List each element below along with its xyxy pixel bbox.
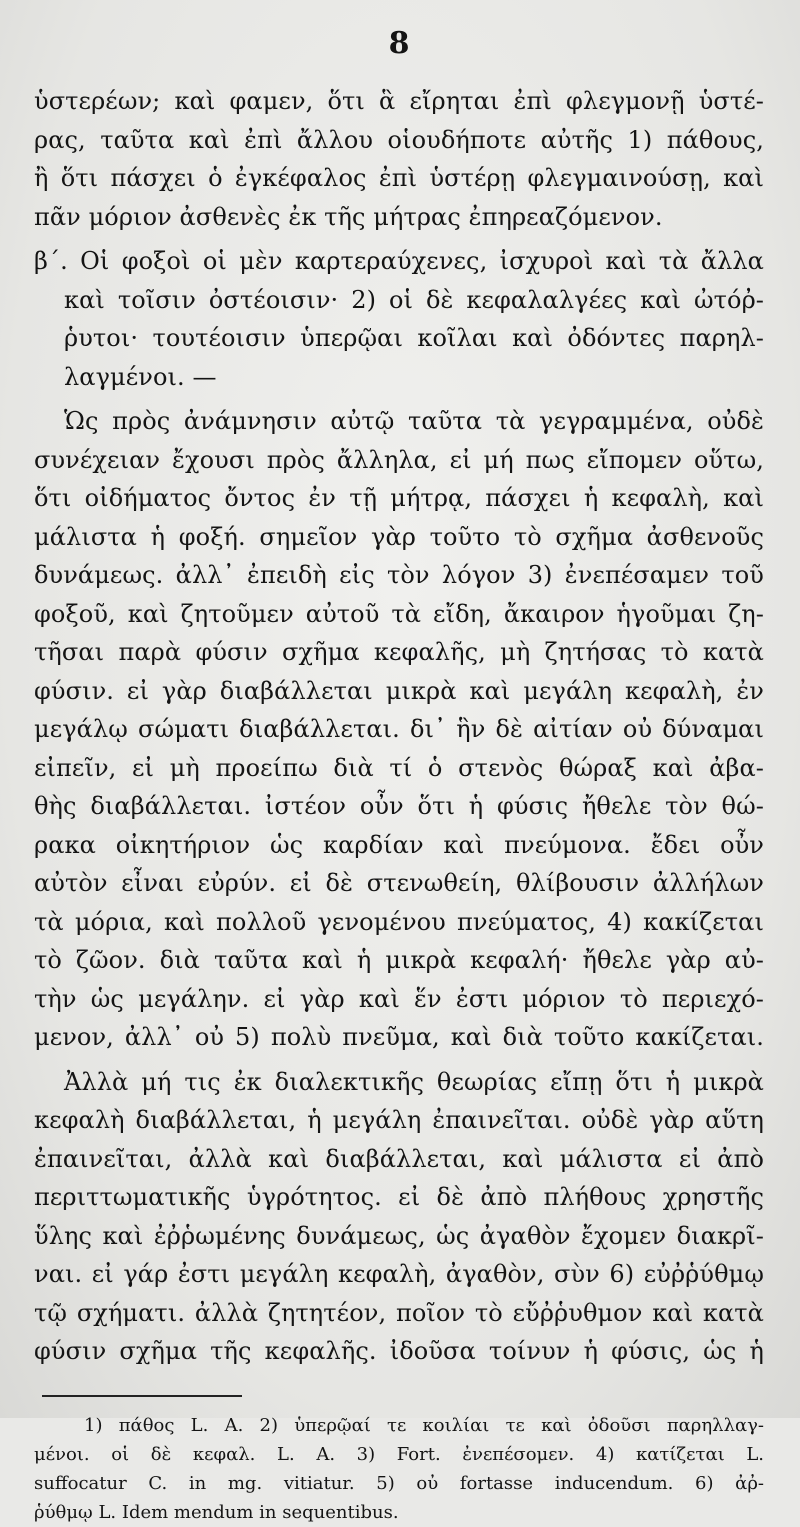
text-line: ρας, ταῦτα καὶ ἐπὶ ἄλλου οἱουδήποτε αὐτῆς 1) πάθους, bbox=[34, 125, 764, 154]
paragraph-3 bbox=[34, 402, 764, 1057]
text-line: συνέχειαν ἔχουσι πρὸς ἄλληλα, εἰ μή πως εἴπομεν οὕτω, bbox=[34, 445, 764, 474]
text-line: ρακα οἰκητήριον ὡς καρδίαν καὶ πνεύμονα. ἔδει οὖν bbox=[34, 830, 764, 859]
text-line: λαγμένοι. — bbox=[64, 362, 217, 391]
text-line: ῥυτοι· τουτέοισιν ὑπερῷαι κοῖλαι καὶ ὀδόντες παρηλ- bbox=[64, 324, 764, 352]
text-line: μεγάλῳ σώματι διαβάλλεται. δι᾽ ἣν δὲ αἰτίαν οὐ δύναμαι bbox=[34, 715, 764, 743]
text-line: τὸ ζῶον. διὰ ταῦτα καὶ ἡ μικρὰ κεφαλή· ἤθελε γὰρ αὐ- bbox=[34, 946, 764, 974]
main-text bbox=[34, 82, 764, 1371]
text-line: μενον, ἀλλ᾽ οὐ 5) πολὺ πνεῦμα, καὶ διὰ τοῦτο κακίζεται. bbox=[34, 1023, 764, 1051]
paragraph-2 bbox=[34, 242, 764, 396]
text-line: φύσιν σχῆμα τῆς κεφαλῆς. ἰδοῦσα τοίνυν ἡ φύσις, ὡς ἡ bbox=[34, 1337, 764, 1365]
footnote-line: suffocatur C. in mg. vitiatur. 5) οὐ fortasse inducendum. 6) ἀῤ- bbox=[34, 1472, 764, 1494]
text-line: ὅτι οἰδήματος ὄντος ἐν τῇ μήτρᾳ, πάσχει ἡ κεφαλὴ, καὶ bbox=[34, 484, 764, 512]
footnote-line: 1) πάθος L. A. 2) ὑπερῷαί τε κοιλίαι τε καὶ ὀδοῦσι παρηλλαγ- bbox=[84, 1414, 764, 1436]
page-number: 8 bbox=[388, 26, 410, 61]
text-line: κεφαλὴ διαβάλλεται, ἡ μεγάλη ἐπαινεῖται. οὐδὲ γὰρ αὕτη bbox=[34, 1106, 764, 1134]
text-line: τὴν ὡς μεγάλην. εἰ γὰρ καὶ ἕν ἐστι μόριον τὸ περιεχό- bbox=[34, 984, 764, 1013]
footnote-line: ῥύθμῳ L. Idem mendum in sequentibus. bbox=[34, 1501, 399, 1523]
text-line: ἢ ὅτι πάσχει ὁ ἐγκέφαλος ἐπὶ ὑστέρῃ φλεγμαινούσῃ, καὶ bbox=[34, 164, 764, 192]
paragraph-4 bbox=[34, 1063, 764, 1371]
text-line: τὰ μόρια, καὶ πολλοῦ γενομένου πνεύματος, 4) κακίζεται bbox=[34, 907, 764, 936]
text-line: Ἀλλὰ μή τις ἐκ διαλεκτικῆς θεωρίας εἴπῃ ὅτι ἡ μικρὰ bbox=[64, 1067, 764, 1096]
text-line: αὐτὸν εἶναι εὐρύν. εἰ δὲ στενωθείη, θλίβουσιν ἀλλήλων bbox=[34, 869, 764, 897]
text-line: τῷ σχήματι. ἀλλὰ ζητητέον, ποῖον τὸ εὔῤῥυθμον καὶ κατὰ bbox=[34, 1298, 764, 1327]
footnote-divider bbox=[42, 1395, 242, 1397]
text-line: Ὡς πρὸς ἀνάμνησιν αὐτῷ ταῦτα τὰ γεγραμμένα, οὐδὲ bbox=[64, 407, 764, 435]
footnotes bbox=[34, 1411, 764, 1527]
text-line: περιττωματικῆς ὑγρότητος. εἰ δὲ ἀπὸ πλήθους χρηστῆς bbox=[34, 1183, 764, 1211]
text-line: ἐπαινεῖται, ἀλλὰ καὶ διαβάλλεται, καὶ μάλιστα εἰ ἀπὸ bbox=[34, 1144, 764, 1173]
text-line: φύσιν. εἰ γὰρ διαβάλλεται μικρὰ καὶ μεγάλη κεφαλὴ, ἐν bbox=[34, 676, 764, 705]
text-line: τῆσαι παρὰ φύσιν σχῆμα κεφαλῆς, μὴ ζητήσας τὸ κατὰ bbox=[34, 638, 764, 666]
text-line: δυνάμεως. ἀλλ᾽ ἐπειδὴ εἰς τὸν λόγον 3) ἐνεπέσαμεν τοῦ bbox=[34, 561, 764, 589]
footnote-line: μένοι. οἱ δὲ κεφαλ. L. A. 3) Fort. ἐνεπέσομεν. 4) κατίζεται L. bbox=[34, 1443, 764, 1465]
text-line: πᾶν μόριον ἀσθενὲς ἐκ τῆς μήτρας ἐπηρεαζόμενον. bbox=[34, 202, 663, 231]
text-line: ὑστερέων; καὶ φαμεν, ὅτι ἃ εἴρηται ἐπὶ φλεγμονῇ ὑστέ- bbox=[34, 87, 764, 115]
text-line: φοξοῦ, καὶ ζητοῦμεν αὐτοῦ τὰ εἴδη, ἄκαιρον ἡγοῦμαι ζη- bbox=[34, 599, 764, 628]
text-line: ὕλης καὶ ἐῤῥωμένης δυνάμεως, ὡς ἀγαθὸν ἔχομεν διακρῖ- bbox=[34, 1221, 764, 1250]
text-line: ναι. εἰ γάρ ἐστι μεγάλη κεφαλὴ, ἀγαθὸν, σὺν 6) εὐῤῥύθμῳ bbox=[34, 1260, 764, 1288]
text-line: μάλιστα ἡ φοξή. σημεῖον γὰρ τοῦτο τὸ σχῆμα ἀσθενοῦς bbox=[34, 522, 764, 551]
text-line: εἰπεῖν, εἰ μὴ προείπω διὰ τί ὁ στενὸς θώραξ καὶ ἀβα- bbox=[34, 753, 764, 782]
text-line: β΄. Οἱ φοξοὶ οἱ μὲν καρτεραύχενες, ἰσχυροὶ καὶ τὰ ἄλλα bbox=[34, 247, 764, 275]
paragraph-1 bbox=[34, 82, 764, 236]
text-line: θὴς διαβάλλεται. ἰστέον οὖν ὅτι ἡ φύσις ἤθελε τὸν θώ- bbox=[34, 792, 764, 820]
text-line: καὶ τοῖσιν ὀστέοισιν· 2) οἱ δὲ κεφαλαλγέες καὶ ὠτόῤ- bbox=[64, 285, 764, 314]
